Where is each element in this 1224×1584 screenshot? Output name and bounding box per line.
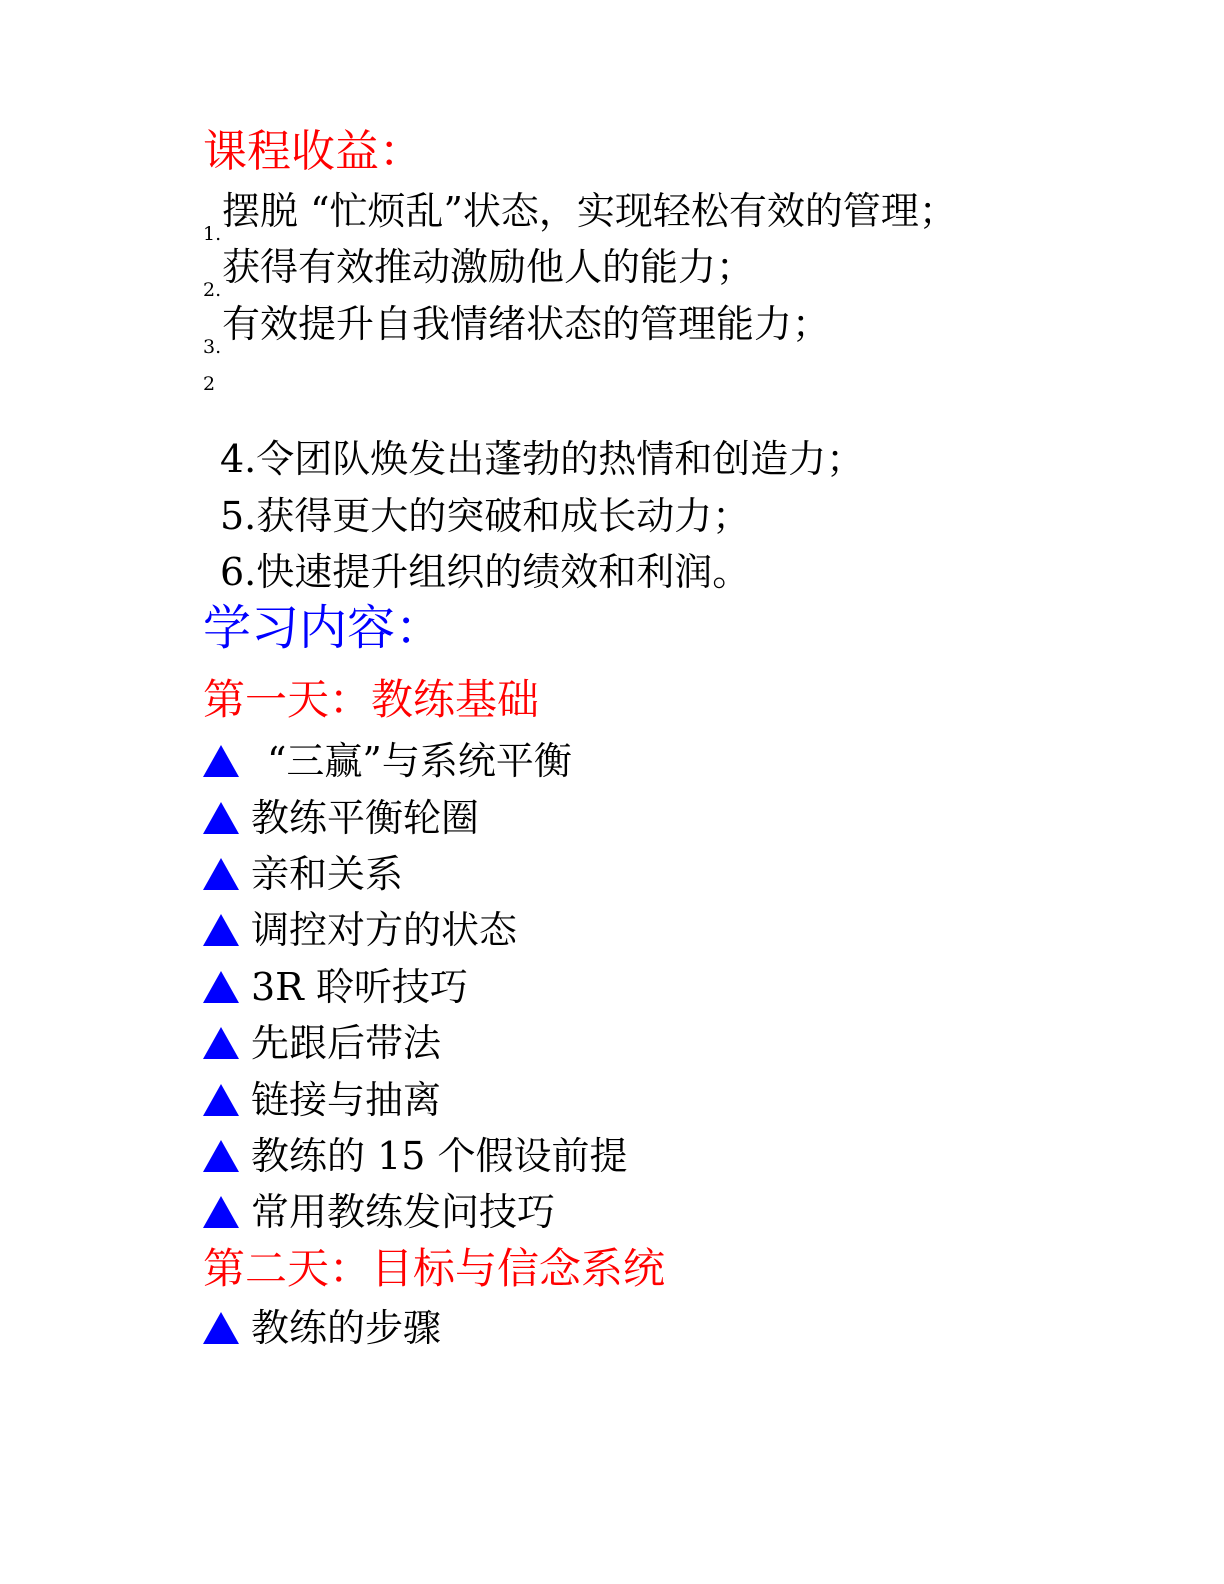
- blue-triangle-icon: [203, 1312, 239, 1344]
- blue-triangle-icon: [203, 1027, 239, 1059]
- item-text: 链接与抽离: [251, 1078, 442, 1122]
- blue-triangle-icon: [203, 971, 239, 1003]
- benefit-number: 1.: [203, 223, 222, 245]
- blue-triangle-icon: [203, 1196, 239, 1228]
- benefit-text: 获得有效推动激励他人的能力；: [222, 245, 755, 289]
- benefit-item-6: 6.快速提升组织的绩效和利润。: [220, 550, 751, 594]
- day2-heading: 第二天：目标与信念系统: [203, 1244, 666, 1293]
- item-text: “三赢”与系统平衡: [267, 739, 572, 783]
- content-heading: 学习内容：: [203, 600, 444, 656]
- item-text: 教练的 15 个假设前提: [251, 1134, 628, 1178]
- blue-triangle-icon: [203, 1084, 239, 1116]
- benefit-text: 有效提升自我情绪状态的管理能力；: [222, 302, 831, 346]
- item-text: 教练平衡轮圈: [251, 796, 480, 840]
- item-text: 先跟后带法: [251, 1021, 442, 1065]
- stray-number: 2: [203, 373, 216, 395]
- benefit-text: 摆脱 “忙烦乱”状态，实现轻松有效的管理；: [222, 189, 957, 233]
- blue-triangle-icon: [203, 858, 239, 890]
- benefit-number: 3.: [203, 336, 222, 358]
- benefit-item-5: 5.获得更大的突破和成长动力；: [220, 494, 751, 538]
- item-text: 亲和关系: [251, 852, 404, 896]
- day1-heading: 第一天：教练基础: [203, 675, 540, 724]
- benefit-number: 2.: [203, 279, 222, 301]
- item-text: 教练的步骤: [251, 1306, 442, 1350]
- blue-triangle-icon: [203, 1140, 239, 1172]
- item-text: 调控对方的状态: [251, 908, 518, 952]
- item-text: 常用教练发问技巧: [251, 1190, 556, 1234]
- item-text: 3R 聆听技巧: [251, 965, 468, 1009]
- benefit-item-4: 4.令团队焕发出蓬勃的热情和创造力；: [220, 437, 865, 481]
- blue-triangle-icon: [203, 802, 239, 834]
- blue-triangle-icon: [203, 745, 239, 777]
- blue-triangle-icon: [203, 914, 239, 946]
- benefits-heading: 课程收益：: [203, 126, 423, 177]
